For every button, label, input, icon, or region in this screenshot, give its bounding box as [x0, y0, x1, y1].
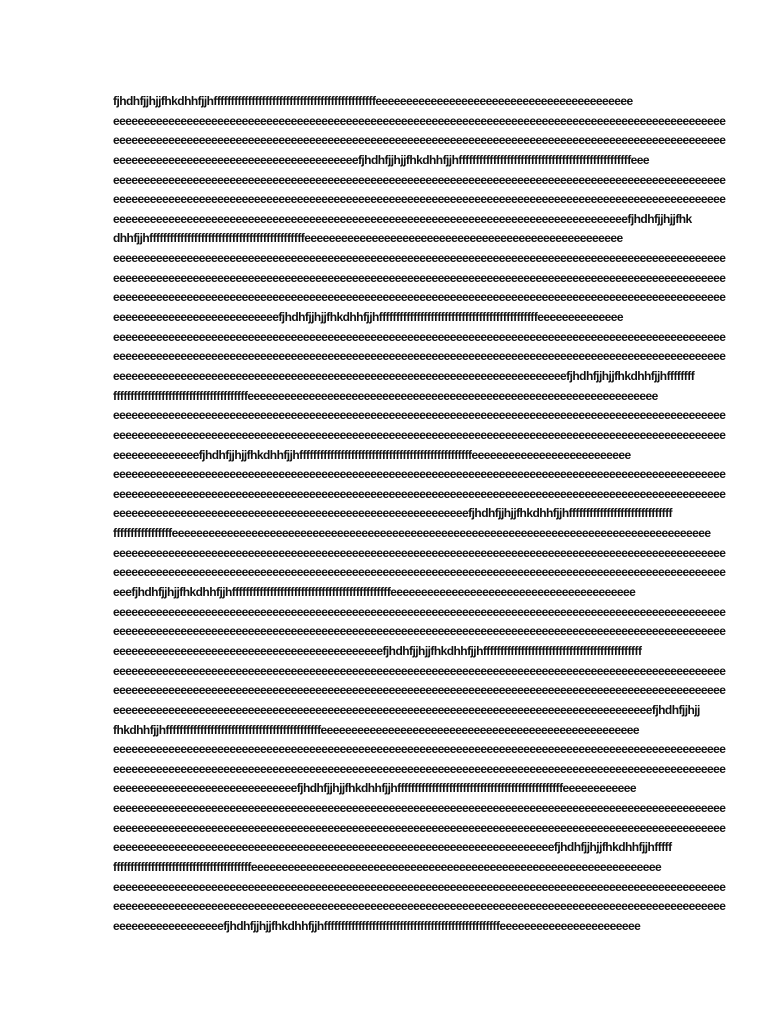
text-line: fffffffffffffffffffffffffffffffffffffffeeeeeeeeeeeeeeeeeeeeeeeeeeeeeeeeeeeeeeeeeeeeeeeeeeeeeeeeeeeeeeeeeee — [113, 388, 658, 403]
text-line: ffffffffffffffffffffffffffffffffffffffffeeeeeeeeeeeeeeeeeeeeeeeeeeeeeeeeeeeeeeeeeeeeeeeeeeeeeeeeeeeeeeeeeee — [113, 859, 662, 874]
text-line: eeeeeeeeeeeeeeeeeeeeeeeeeeeeeeeeeeeeeeeeeeeeeeeeeeeeeeeeeeeeeeeeeeeeeeeeeeeeeeeeeeeeeeeeeeeeeeeeeeee — [113, 545, 726, 560]
text-line: eeeeeeeeeeeeeeeeeeeeeeeeeeeeeeeeeeeeeeeefjhdhfjjhjjfhkdhhfjjhffffffffffffffffffffffffffffffffffffffffffffffffffeee — [113, 152, 650, 167]
text-line: eeeeeeeeeeeeeeeeeeeeeeeeeeeeeeeeeeeeeeeeeeeeeeeeeeeeeeeeeeeeeeeeeeeeeeeeeeeeeeeeeeeeeeeeeeeeeeeeeeee — [113, 761, 726, 776]
text-line: eeeeeeeeeeeeeeeeeeeeeeeeeeeeeeeeeeeeeeeeeeeefjhdhfjjhjjfhkdhhfjjhffffffffffffffffffffffffffffffffffffffffffffff — [113, 643, 642, 658]
text-line: eeeeeeeeeeeeeeeeeeeeeeeeeeeeeeeeeeeeeeeeeeeeeeeeeeeeeeeeeeeeeeeeeeeeeeeefjhdhfjjhjjfhkdhhfjjhfffff — [113, 840, 672, 855]
text-line: eeeeeeeeeeeeeeeeeeeeeeeeeeeeeeeeeeeeeeeeeeeeeeeeeeeeeeeeeeeeeeeeeeeeeeeeeeeeeeeeeeeeeeeeeeeeeeeeeeee — [113, 427, 726, 442]
text-line: eeeeeeeeeeeeeeeeeeeeeeeeeeeeeeeeeeeeeeeeeeeeeeeeeeeeeeeeeeeeeeeeeeeeeeeeeeeeeeeeeeeeeeeeeeeeeeeeeeee — [113, 113, 726, 128]
text-line: dhhfjjhfffffffffffffffffffffffffffffffffffffffffffffeeeeeeeeeeeeeeeeeeeeeeeeeeeeeeeeeeeeeeeeeeeeeeeeeeee — [113, 231, 623, 246]
text-line: eeeeeeeeeeeeeeeeeeeeeeeeeeeeeeeeeeeeeeeeeeeeeeeeeeeeeeeeeeeeeeeeeeeeeeeeeeeeeeeeeeeeeeeeeeeeeeeeeeee — [113, 408, 726, 423]
text-line: eeeeeeeeeeeeeeeeeeeeeeeeeeeeeefjhdhfjjhjjfhkdhhfjjhffffffffffffffffffffffffffffffffffffffffffffffffeeeeeeeeeeee — [113, 781, 637, 796]
text-line: eeeeeeeeeeeeeeeeeeeeeeeeeeeeeeeeeeeeeeeeeeeeeeeeeeeeeeeeeeeeeeeeeeeeeeeeeeeeeeeeeeeeeeeeeeeeeeeeeeee — [113, 801, 726, 816]
text-line: eeeeeeeeeeeeeeeeeefjhdhfjjhjjfhkdhhfjjhfffffffffffffffffffffffffffffffffffffffffffffffffffeeeeeeeeeeeeeeeeeeeeeee — [113, 918, 641, 933]
text-line: eeeeeeeeeeeeeeeeeeeeeeeeeeeeeeeeeeeeeeeeeeeeeeeeeeeeeeeeeeeeeeeeeeeeeeeeeeeeeeeeeeeeeeeeeeeeeeeeeeee — [113, 624, 726, 639]
text-line: eeeeeeeeeeeeeeeeeeeeeeeeeeeeeeeeeeeeeeeeeeeeeeeeeeeeeeeeeeeeeeeeeeeeeeeeeeeeeeeeeeeeeeeeeeeeeeeeeeee — [113, 133, 726, 148]
text-line: eeeeeeeeeeeeeeeeeeeeeeeeeeeeeeeeeeeeeeeeeeeeeeeeeeeeeeeeeeeeeeeeeeeeeeeeeeeeeeeeeeeeeeeeeeeeeeeeeeee — [113, 565, 726, 580]
text-line: fffffffffffffffffeeeeeeeeeeeeeeeeeeeeeeeeeeeeeeeeeeeeeeeeeeeeeeeeeeeeeeeeeeeeeeeeeeeeeeeeeeeeeeeeeeeeeeee — [113, 526, 711, 541]
text-line: fjhdhfjjhjjfhkdhhfjjhfffffffffffffffffffffffffffffffffffffffffffffffeeeeeeeeeeeeeeeeeeeeeeeeeeeeeeeeeeeeeeeeee — [113, 94, 633, 108]
text-line: eeeeeeeeeeeeeeeeeeeeeeeeeeeeeeeeeeeeeeeeeeeeeeeeeeeeeeeeeeeeeeeeeeeeeeeeeeeeeeeeeeeeeeeefjhdhfjjhjj — [113, 702, 700, 717]
text-line: eeeeeeeeeeeeeeeeeeeeeeeeeeeeeeeeeeeeeeeeeeeeeeeeeeeeeeeeeeeeeeeeeeeeeeeeeeeeeeeeeeeeeeeeeeeeeeeeeeee — [113, 663, 726, 678]
text-line: eeeeeeeeeeeeeeeeeeeeeeeeeeefjhdhfjjhjjfhkdhhfjjhffffffffffffffffffffffffffffffffffffffffffffffeeeeeeeeeeeeee — [113, 310, 624, 325]
text-line: eeeeeeeeeeeeeeeeeeeeeeeeeeeeeeeeeeeeeeeeeeeeeeeeeeeeeeeeeeeeeeeeeeeeeeeeeefjhdhfjjhjjfhkdhhfjjhffffffff — [113, 368, 695, 383]
text-line: eeeeeeeeeeeeeefjhdhfjjhjjfhkdhhfjjhffffffffffffffffffffffffffffffffffffffffffffffffffeeeeeeeeeeeeeeeeeeeeeeeeee — [113, 447, 631, 462]
text-line: fhkdhhfjjhfffffffffffffffffffffffffffffffffffffffffffffeeeeeeeeeeeeeeeeeeeeeeeeeeeeeeeeeeeeeeeeeeeeeeeeeeee — [113, 722, 639, 737]
text-line: eeeeeeeeeeeeeeeeeeeeeeeeeeeeeeeeeeeeeeeeeeeeeeeeeeeeeeeeeeeeeeeeeeeeeeeeeeeeeeeeeeeefjhdhfjjhjjfhk — [113, 211, 692, 226]
text-line: eeeeeeeeeeeeeeeeeeeeeeeeeeeeeeeeeeeeeeeeeeeeeeeeeeeeeeeeeeeeeeeeeeeeeeeeeeeeeeeeeeeeeeeeeeeeeeeeeeee — [113, 349, 726, 364]
text-line: eeeeeeeeeeeeeeeeeeeeeeeeeeeeeeeeeeeeeeeeeeeeeeeeeeeeeeeeeeeeeeeeeeeeeeeeeeeeeeeeeeeeeeeeeeeeeeeeeeee — [113, 192, 726, 207]
text-line: eeeeeeeeeeeeeeeeeeeeeeeeeeeeeeeeeeeeeeeeeeeeeeeeeeeeeeeeeeeeeeeeeeeeeeeeeeeeeeeeeeeeeeeeeeeeeeeeeeee — [113, 329, 726, 344]
text-line: eeeeeeeeeeeeeeeeeeeeeeeeeeeeeeeeeeeeeeeeeeeeeeeeeeeeeeeeeeeeeeeeeeeeeeeeeeeeeeeeeeeeeeeeeeeeeeeeeeee — [113, 486, 726, 501]
text-line: eeeeeeeeeeeeeeeeeeeeeeeeeeeeeeeeeeeeeeeeeeeeeeeeeeeeeeeeeeeeeeeeeeeeeeeeeeeeeeeeeeeeeeeeeeeeeeeeeeee — [113, 742, 726, 757]
text-line: eeeeeeeeeeeeeeeeeeeeeeeeeeeeeeeeeeeeeeeeeeeeeeeeeeeeeeeeeeeeeeeeeeeeeeeeeeeeeeeeeeeeeeeeeeeeeeeeeeee — [113, 879, 726, 894]
text-line: eeeeeeeeeeeeeeeeeeeeeeeeeeeeeeeeeeeeeeeeeeeeeeeeeeeeeeeeeeeeeeeeeeeeeeeeeeeeeeeeeeeeeeeeeeeeeeeeeeee — [113, 899, 726, 914]
text-line: eeefjhdhfjjhjjfhkdhhfjjhffffffffffffffffffffffffffffffffffffffffffffffeeeeeeeeeeeeeeeeeeeeeeeeeeeeeeeeeeeeeeee — [113, 585, 636, 600]
text-line: eeeeeeeeeeeeeeeeeeeeeeeeeeeeeeeeeeeeeeeeeeeeeeeeeeeeeeeeeeeeeeeeeeeeeeeeeeeeeeeeeeeeeeeeeeeeeeeeeeee — [113, 290, 726, 305]
text-line: eeeeeeeeeeeeeeeeeeeeeeeeeeeeeeeeeeeeeeeeeeeeeeeeeeeeeeeeeeeeeeeeeeeeeeeeeeeeeeeeeeeeeeeeeeeeeeeeeeee — [113, 820, 726, 835]
text-line: eeeeeeeeeeeeeeeeeeeeeeeeeeeeeeeeeeeeeeeeeeeeeeeeeeeeeeeeeeeeeeeeeeeeeeeeeeeeeeeeeeeeeeeeeeeeeeeeeeee — [113, 172, 726, 187]
text-line: eeeeeeeeeeeeeeeeeeeeeeeeeeeeeeeeeeeeeeeeeeeeeeeeeeeeeeeeeefjhdhfjjhjjfhkdhhfjjhffffffffffffffffffffffffffffff — [113, 506, 672, 521]
text-line: eeeeeeeeeeeeeeeeeeeeeeeeeeeeeeeeeeeeeeeeeeeeeeeeeeeeeeeeeeeeeeeeeeeeeeeeeeeeeeeeeeeeeeeeeeeeeeeeeeee — [113, 604, 726, 619]
text-line: eeeeeeeeeeeeeeeeeeeeeeeeeeeeeeeeeeeeeeeeeeeeeeeeeeeeeeeeeeeeeeeeeeeeeeeeeeeeeeeeeeeeeeeeeeeeeeeeeeee — [113, 683, 726, 698]
text-line: eeeeeeeeeeeeeeeeeeeeeeeeeeeeeeeeeeeeeeeeeeeeeeeeeeeeeeeeeeeeeeeeeeeeeeeeeeeeeeeeeeeeeeeeeeeeeeeeeeee — [113, 251, 726, 266]
document-text-block — [113, 92, 726, 937]
text-line: eeeeeeeeeeeeeeeeeeeeeeeeeeeeeeeeeeeeeeeeeeeeeeeeeeeeeeeeeeeeeeeeeeeeeeeeeeeeeeeeeeeeeeeeeeeeeeeeeeee — [113, 270, 726, 285]
text-line: eeeeeeeeeeeeeeeeeeeeeeeeeeeeeeeeeeeeeeeeeeeeeeeeeeeeeeeeeeeeeeeeeeeeeeeeeeeeeeeeeeeeeeeeeeeeeeeeeeee — [113, 467, 726, 482]
